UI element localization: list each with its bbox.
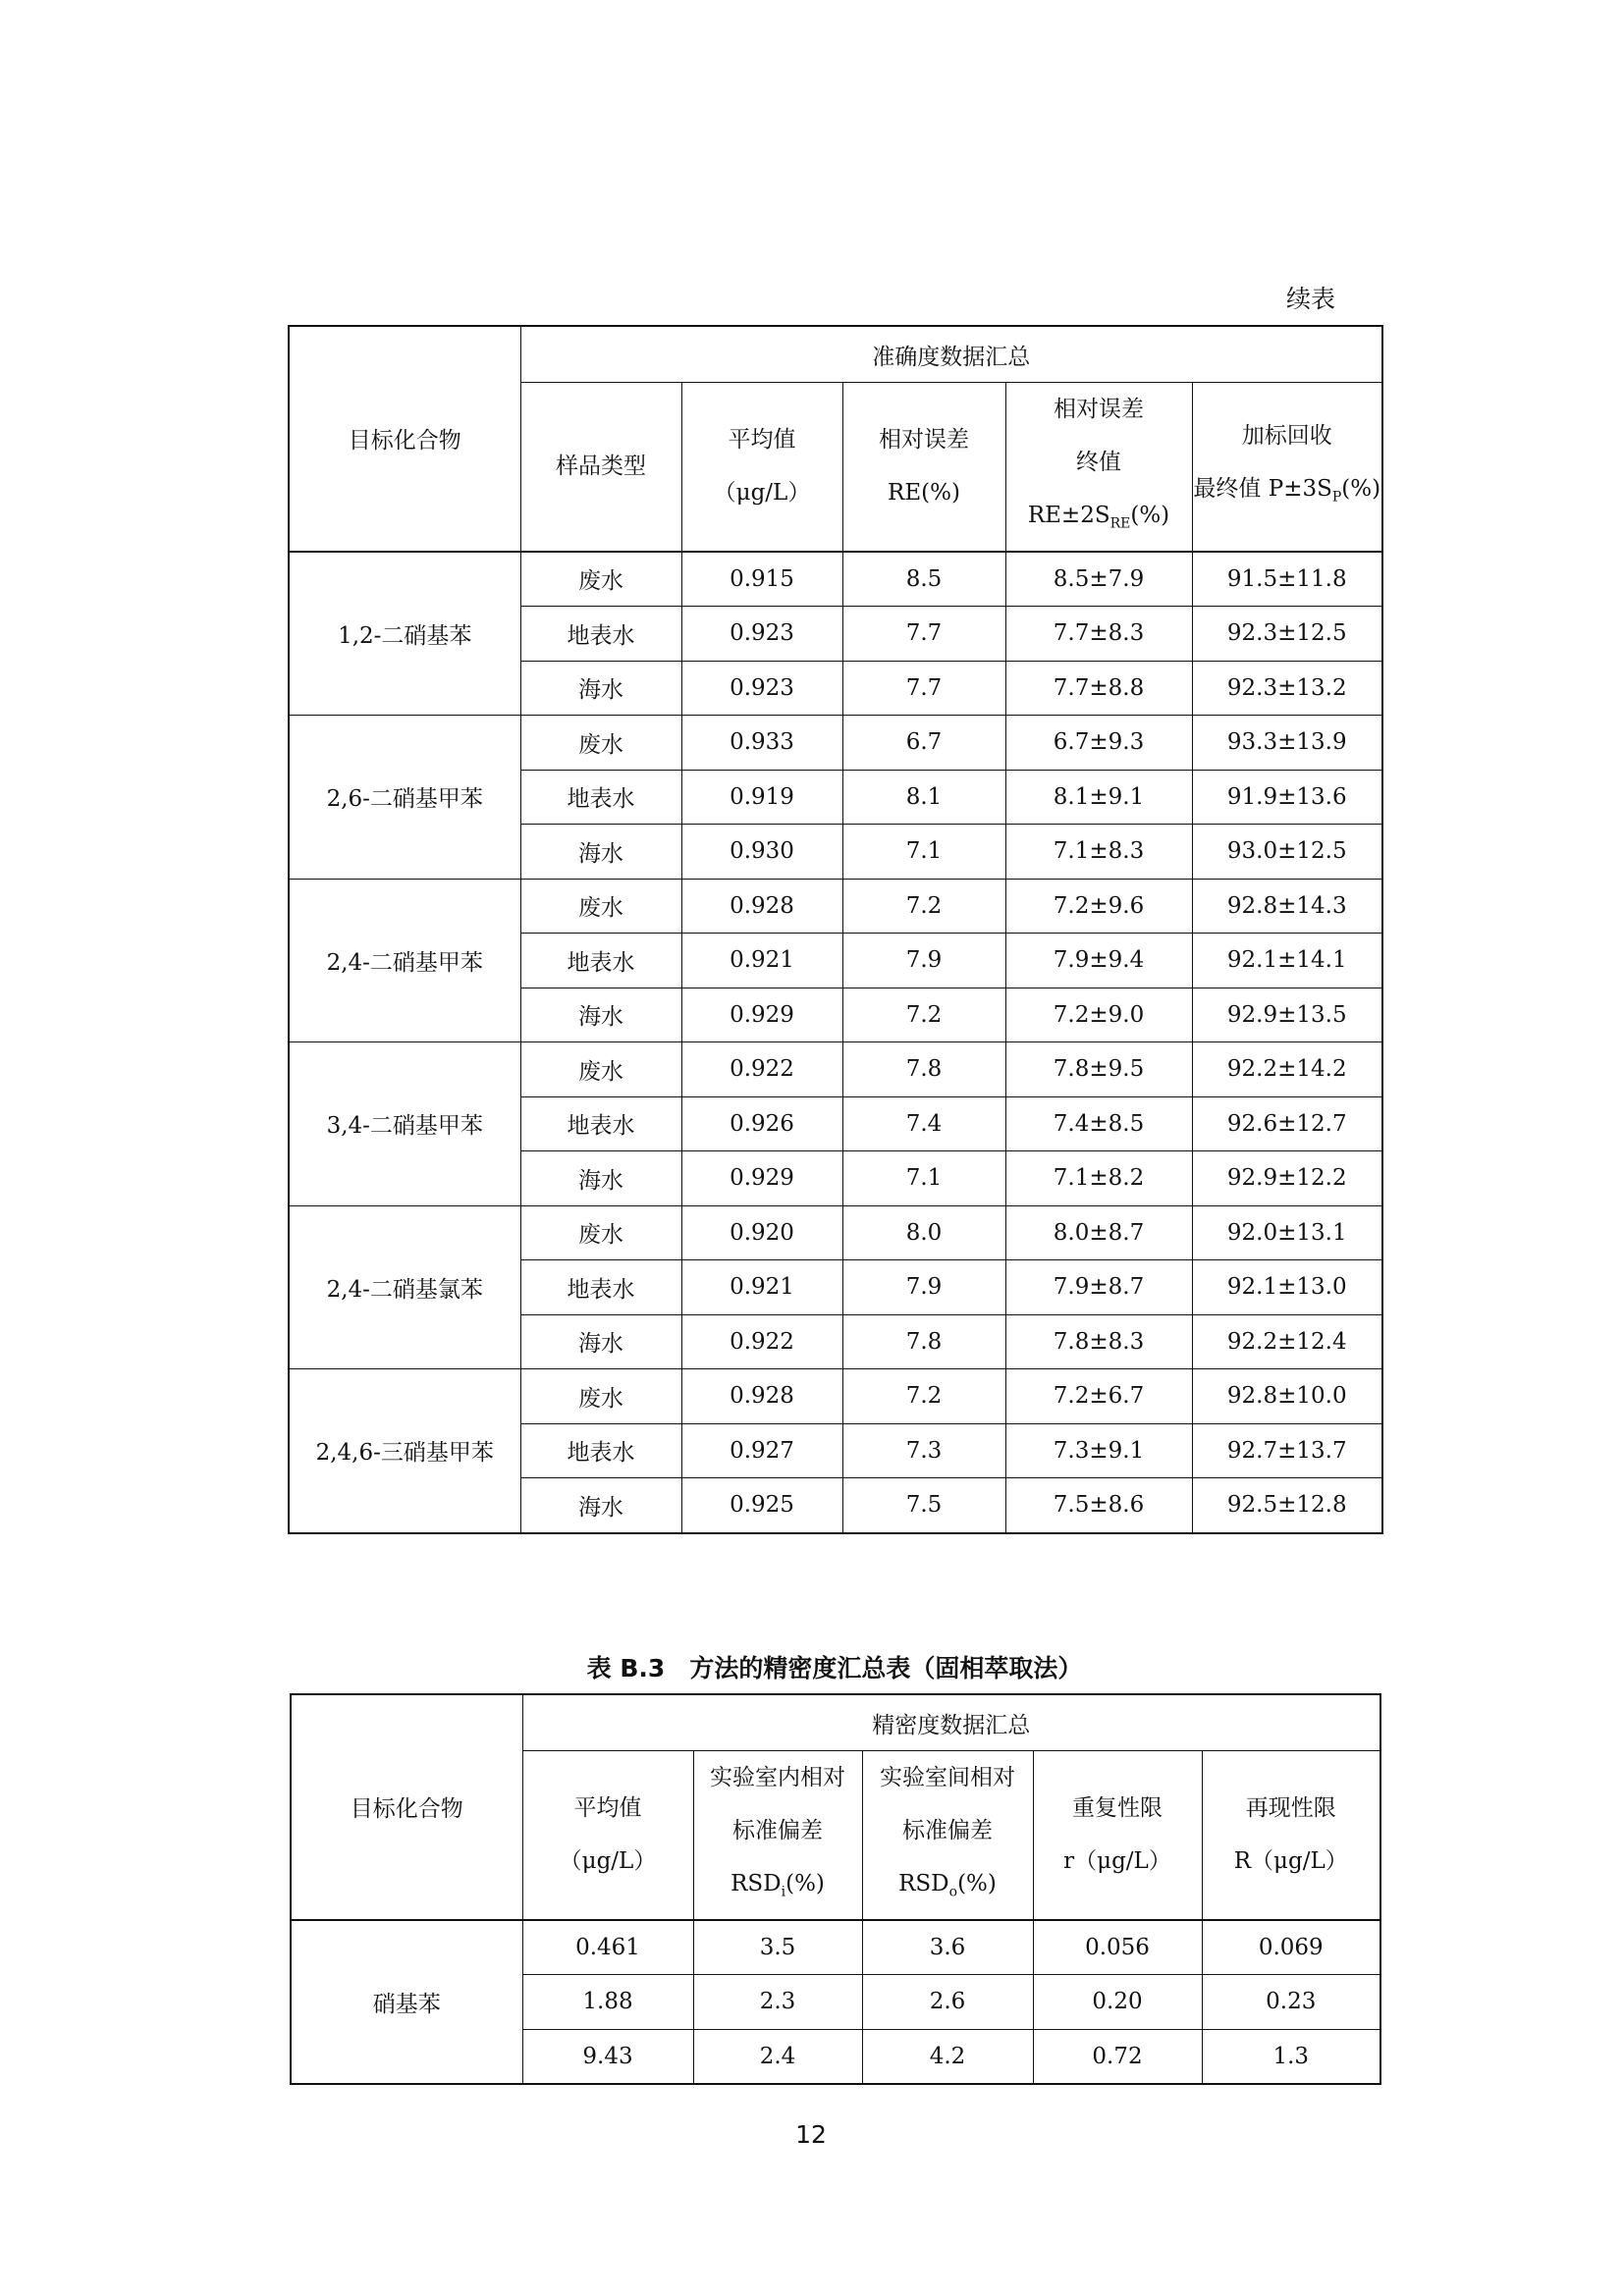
accuracy-table-body xyxy=(289,552,1382,1533)
header-precision-group: 精密度数据汇总 xyxy=(522,1694,1380,1751)
table-cell: 1.88 xyxy=(522,1975,693,2030)
table-cell: 地表水 xyxy=(520,607,681,662)
table-cell: 0.930 xyxy=(681,825,842,880)
table-cell: 8.0±8.7 xyxy=(1005,1205,1192,1260)
table-cell: 7.9±9.4 xyxy=(1005,934,1192,988)
compound-name: 2,4-二硝基氯苯 xyxy=(289,1205,520,1369)
compound-name: 硝基苯 xyxy=(291,1920,522,2085)
table-cell: 地表水 xyxy=(520,1096,681,1151)
table-row xyxy=(291,1920,1380,1975)
table-cell: 2.3 xyxy=(693,1975,862,2030)
header-re: 相对误差 RE(%) xyxy=(842,383,1005,552)
table-cell: 7.9 xyxy=(842,934,1005,988)
table-cell: 9.43 xyxy=(522,2029,693,2084)
table-cell: 6.7 xyxy=(842,716,1005,771)
header-sample-type: 样品类型 xyxy=(520,383,681,552)
table-cell: 7.3±9.1 xyxy=(1005,1423,1192,1478)
table-cell: 92.2±12.4 xyxy=(1192,1314,1382,1369)
table-cell: 0.927 xyxy=(681,1423,842,1478)
table-cell: 3.5 xyxy=(693,1920,862,1975)
table-cell: 0.20 xyxy=(1033,1975,1202,2030)
compound-name: 3,4-二硝基甲苯 xyxy=(289,1042,520,1206)
table-cell: 0.056 xyxy=(1033,1920,1202,1975)
header-mean: 平均值 （μg/L） xyxy=(522,1751,693,1920)
table-cell: 0.915 xyxy=(681,552,842,607)
table-cell: 8.1±9.1 xyxy=(1005,770,1192,825)
accuracy-table xyxy=(288,325,1383,1534)
table-cell: 0.922 xyxy=(681,1314,842,1369)
table-cell: 7.1±8.2 xyxy=(1005,1151,1192,1206)
table-cell: 7.2±6.7 xyxy=(1005,1369,1192,1424)
table-cell: 1.3 xyxy=(1202,2029,1380,2084)
table-cell: 0.72 xyxy=(1033,2029,1202,2084)
header-compound: 目标化合物 xyxy=(289,326,520,552)
table-cell: 7.9±8.7 xyxy=(1005,1260,1192,1315)
table-cell: 0.928 xyxy=(681,879,842,934)
header-re-final: 相对误差 终值 $RE\pm 2S_{RE}(\%)$ xyxy=(1005,383,1192,552)
table-cell: 0.461 xyxy=(522,1920,693,1975)
table-cell: 废水 xyxy=(520,1042,681,1097)
table-cell: 7.8±8.3 xyxy=(1005,1314,1192,1369)
table-cell: 海水 xyxy=(520,1151,681,1206)
table-cell: 0.920 xyxy=(681,1205,842,1260)
table-cell: 2.4 xyxy=(693,2029,862,2084)
table-cell: 7.8±9.5 xyxy=(1005,1042,1192,1097)
table-cell: 8.5±7.9 xyxy=(1005,552,1192,607)
table-cell: 地表水 xyxy=(520,934,681,988)
header-repeatability-limit: 重复性限 r（μg/L） xyxy=(1033,1751,1202,1920)
table-cell: 93.0±12.5 xyxy=(1192,825,1382,880)
table-cell: 92.2±14.2 xyxy=(1192,1042,1382,1097)
table-cell: 废水 xyxy=(520,1205,681,1260)
table-cell: 0.928 xyxy=(681,1369,842,1424)
table-cell: 7.1 xyxy=(842,1151,1005,1206)
table-cell: 地表水 xyxy=(520,1423,681,1478)
header-p-final: 加标回收 最终值 $P\pm 3S_P(\%)$ xyxy=(1192,383,1382,552)
table-cell: 7.3 xyxy=(842,1423,1005,1478)
table-cell: 7.8 xyxy=(842,1042,1005,1097)
compound-name: 2,6-二硝基甲苯 xyxy=(289,716,520,880)
table-row xyxy=(289,1205,1382,1260)
precision-table-body xyxy=(291,1920,1380,2085)
compound-name: 1,2-二硝基苯 xyxy=(289,552,520,716)
table-cell: 92.1±14.1 xyxy=(1192,934,1382,988)
header-rsd-i: 实验室内相对 标准偏差 $RSD_i(\%)$ xyxy=(693,1751,862,1920)
page-number: 12 xyxy=(795,2120,827,2149)
compound-name: 2,4,6-三硝基甲苯 xyxy=(289,1369,520,1533)
table-cell: 7.7 xyxy=(842,607,1005,662)
table-cell: 7.2 xyxy=(842,988,1005,1042)
compound-name: 2,4-二硝基甲苯 xyxy=(289,879,520,1042)
table-cell: 0.933 xyxy=(681,716,842,771)
table-cell: 3.6 xyxy=(862,1920,1033,1975)
table-cell: 地表水 xyxy=(520,1260,681,1315)
table-cell: 92.8±14.3 xyxy=(1192,879,1382,934)
header-reproducibility-limit: 再现性限 R（μg/L） xyxy=(1202,1751,1380,1920)
table-cell: 92.3±12.5 xyxy=(1192,607,1382,662)
table-cell: 92.9±12.2 xyxy=(1192,1151,1382,1206)
table-cell: 海水 xyxy=(520,1314,681,1369)
table-cell: 7.8 xyxy=(842,1314,1005,1369)
table-cell: 0.921 xyxy=(681,1260,842,1315)
table-cell: 0.23 xyxy=(1202,1975,1380,2030)
table-cell: 92.3±13.2 xyxy=(1192,661,1382,716)
table-cell: 92.6±12.7 xyxy=(1192,1096,1382,1151)
table-cell: 6.7±9.3 xyxy=(1005,716,1192,771)
table-cell: 废水 xyxy=(520,716,681,771)
table-cell: 7.7±8.3 xyxy=(1005,607,1192,662)
continued-label: 续表 xyxy=(1285,285,1335,313)
table-cell: 海水 xyxy=(520,988,681,1042)
table-cell: 0.069 xyxy=(1202,1920,1380,1975)
header-mean: 平均值 （μg/L） xyxy=(681,383,842,552)
table-cell: 废水 xyxy=(520,1369,681,1424)
table-cell: 0.921 xyxy=(681,934,842,988)
table-cell: 废水 xyxy=(520,879,681,934)
table-cell: 92.8±10.0 xyxy=(1192,1369,1382,1424)
table-cell: 93.3±13.9 xyxy=(1192,716,1382,771)
table-cell: 7.2 xyxy=(842,1369,1005,1424)
table-cell: 4.2 xyxy=(862,2029,1033,2084)
table-cell: 7.5 xyxy=(842,1478,1005,1533)
table-cell: 92.5±12.8 xyxy=(1192,1478,1382,1533)
table-cell: 7.1±8.3 xyxy=(1005,825,1192,880)
table-cell: 0.919 xyxy=(681,770,842,825)
precision-table xyxy=(290,1693,1381,2085)
table-cell: 92.1±13.0 xyxy=(1192,1260,1382,1315)
table-cell: 7.2 xyxy=(842,879,1005,934)
table-cell: 7.2±9.6 xyxy=(1005,879,1192,934)
table-cell: 7.1 xyxy=(842,825,1005,880)
table-row xyxy=(289,552,1382,607)
table-cell: 92.7±13.7 xyxy=(1192,1423,1382,1478)
table-cell: 海水 xyxy=(520,661,681,716)
table-cell: 91.5±11.8 xyxy=(1192,552,1382,607)
table-row xyxy=(289,879,1382,934)
table-b3-title: 表 B.3 方法的精密度汇总表（固相萃取法） xyxy=(586,1654,1083,1682)
table-cell: 7.4 xyxy=(842,1096,1005,1151)
table-cell: 0.925 xyxy=(681,1478,842,1533)
header-rsd-o: 实验室间相对 标准偏差 $RSD_o(\%)$ xyxy=(862,1751,1033,1920)
table-cell: 92.0±13.1 xyxy=(1192,1205,1382,1260)
table-cell: 92.9±13.5 xyxy=(1192,988,1382,1042)
table-cell: 7.7 xyxy=(842,661,1005,716)
table-cell: 7.5±8.6 xyxy=(1005,1478,1192,1533)
table-row xyxy=(289,1369,1382,1424)
table-cell: 8.5 xyxy=(842,552,1005,607)
table-row xyxy=(289,1042,1382,1097)
table-cell: 0.922 xyxy=(681,1042,842,1097)
table-cell: 7.9 xyxy=(842,1260,1005,1315)
table-cell: 8.0 xyxy=(842,1205,1005,1260)
table-cell: 7.7±8.8 xyxy=(1005,661,1192,716)
table-row xyxy=(289,716,1382,771)
table-cell: 废水 xyxy=(520,552,681,607)
table-cell: 7.2±9.0 xyxy=(1005,988,1192,1042)
table-cell: 8.1 xyxy=(842,770,1005,825)
header-accuracy-group: 准确度数据汇总 xyxy=(520,326,1382,383)
table-cell: 2.6 xyxy=(862,1975,1033,2030)
table-cell: 7.4±8.5 xyxy=(1005,1096,1192,1151)
table-cell: 海水 xyxy=(520,825,681,880)
table-cell: 海水 xyxy=(520,1478,681,1533)
table-cell: 0.923 xyxy=(681,607,842,662)
header-compound: 目标化合物 xyxy=(291,1694,522,1920)
table-cell: 0.929 xyxy=(681,1151,842,1206)
table-cell: 91.9±13.6 xyxy=(1192,770,1382,825)
table-cell: 地表水 xyxy=(520,770,681,825)
table-cell: 0.929 xyxy=(681,988,842,1042)
table-cell: 0.926 xyxy=(681,1096,842,1151)
table-cell: 0.923 xyxy=(681,661,842,716)
